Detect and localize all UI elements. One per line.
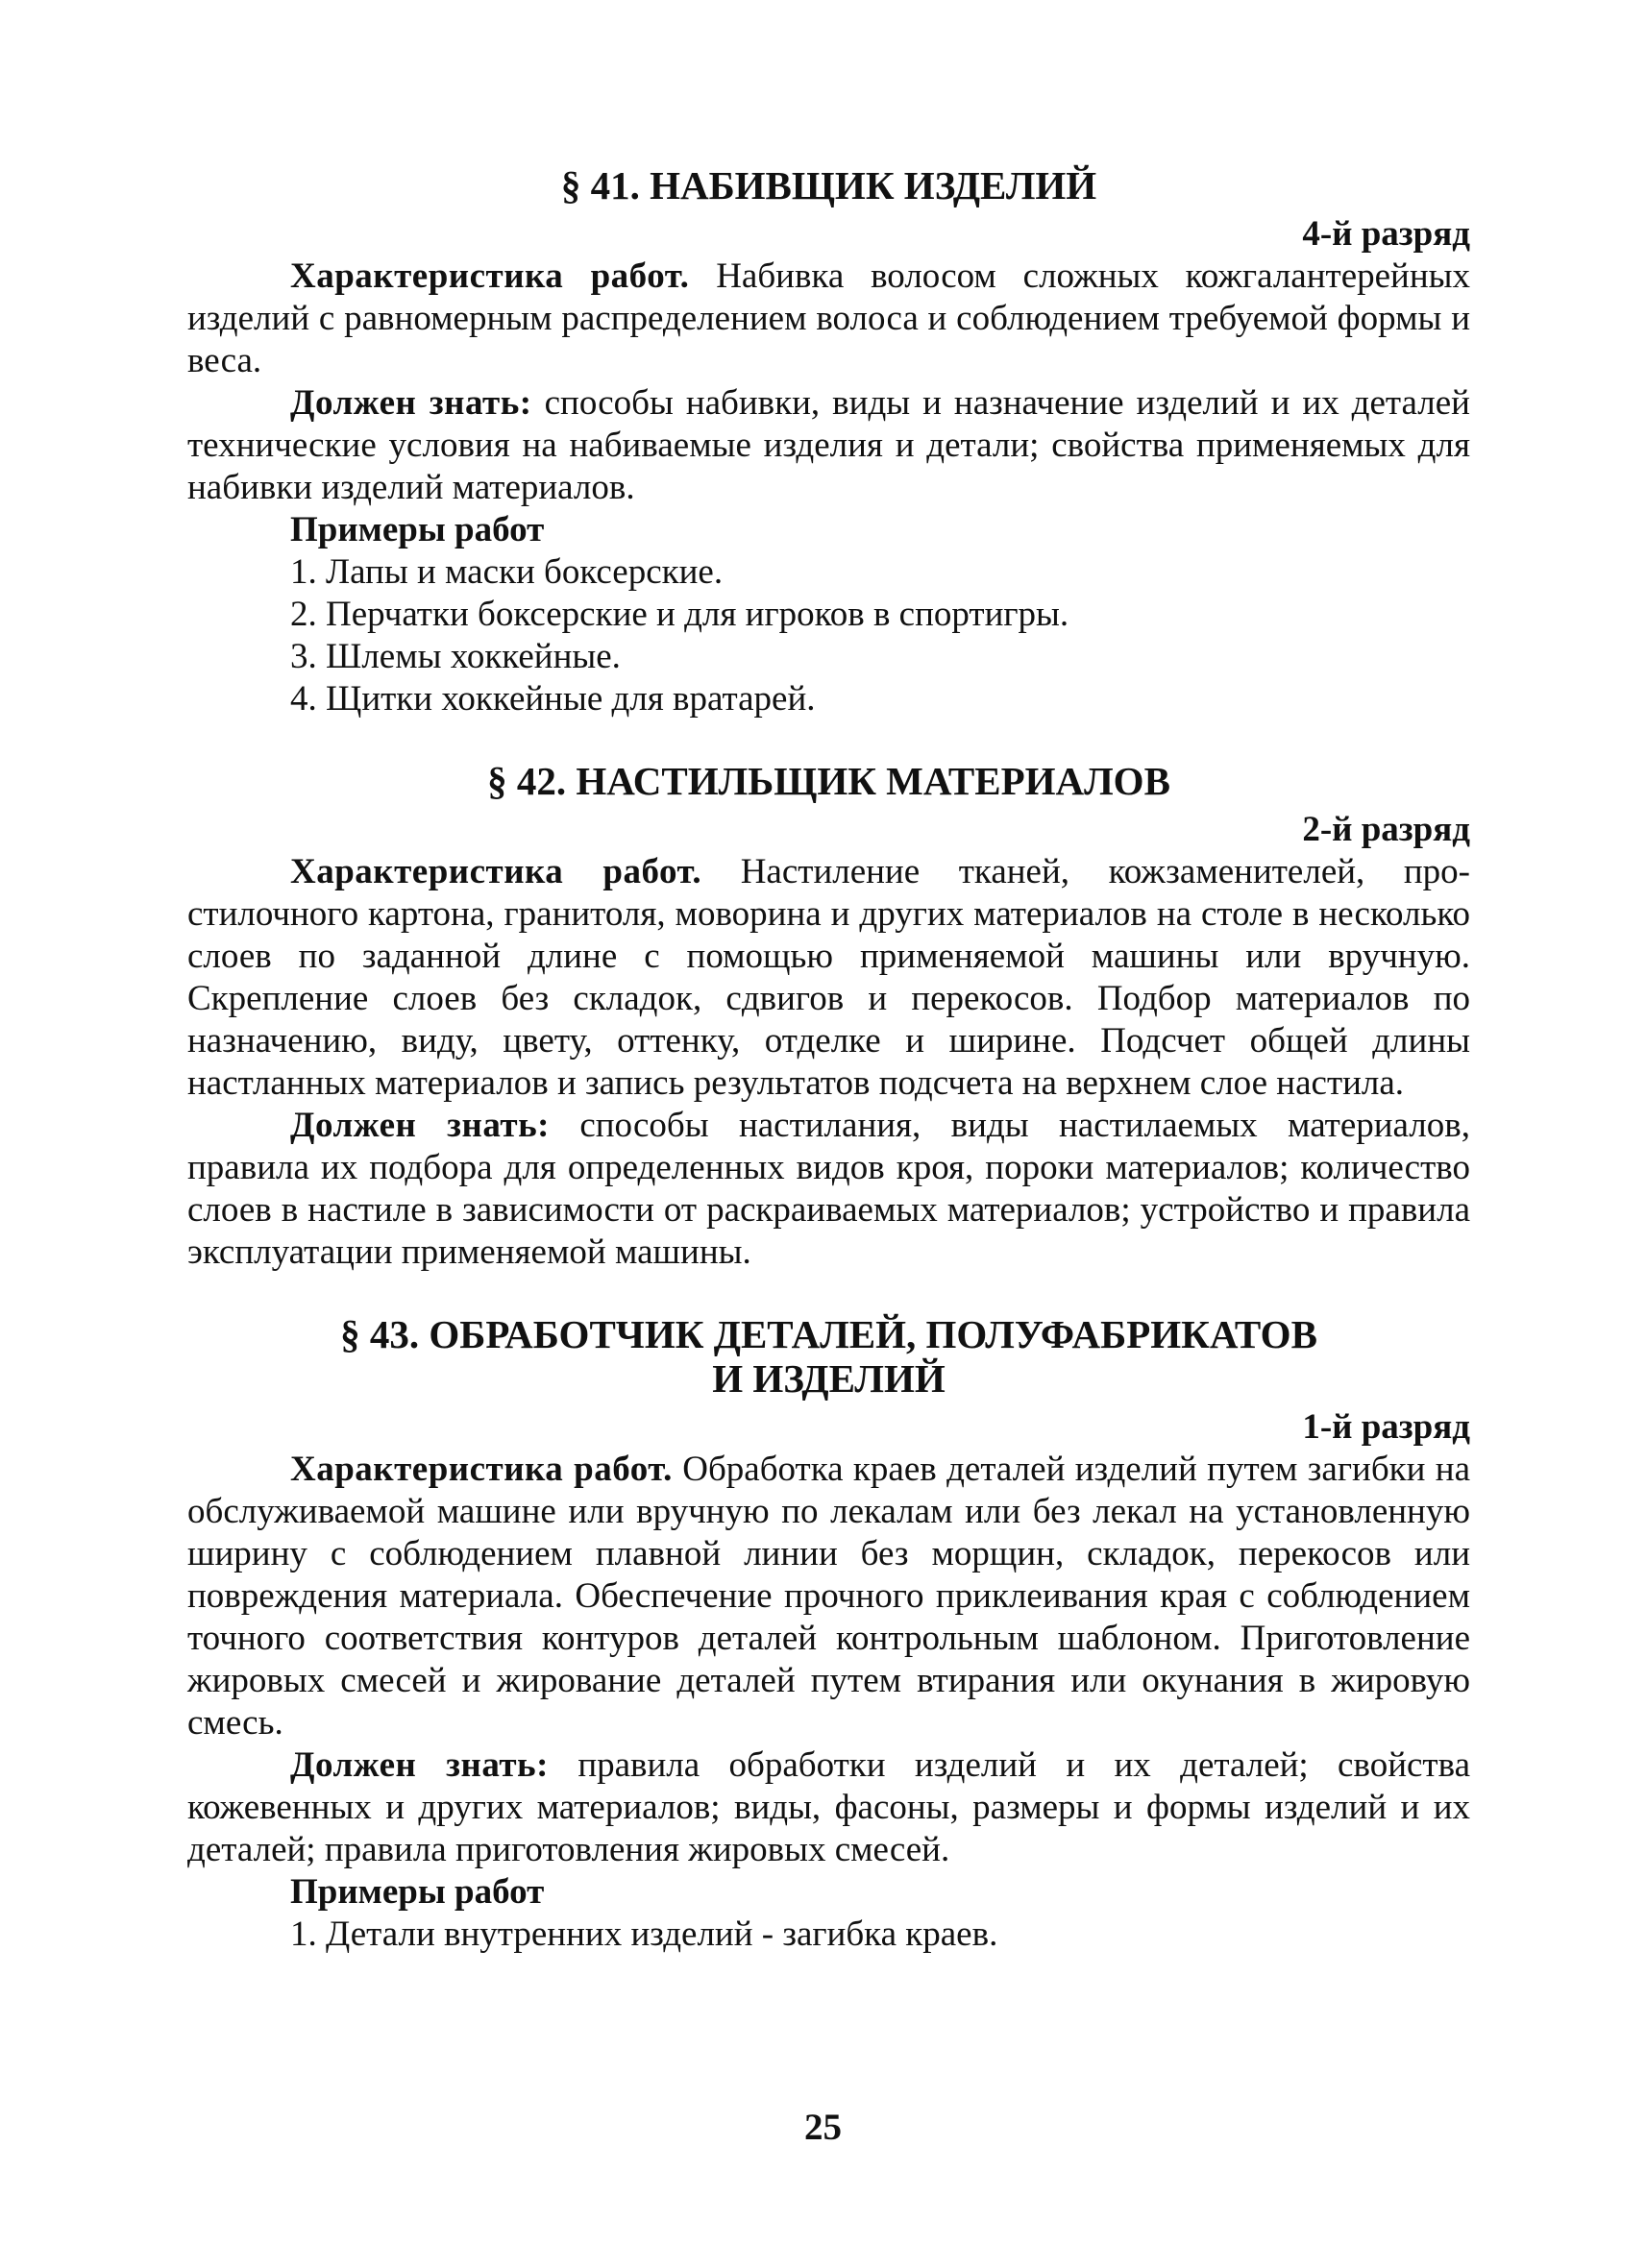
knowledge-paragraph [187, 1744, 1470, 1871]
knowledge-paragraph [187, 382, 1470, 509]
section-heading-line1: § 43. ОБРАБОТЧИК ДЕТАЛЕЙ, ПОЛУФАБРИКАТОВ [340, 1312, 1317, 1356]
knowledge-label: Должен знать: [290, 1106, 550, 1145]
characteristic-label: Характеристика работ. [290, 852, 702, 891]
characteristic-paragraph [187, 1449, 1470, 1744]
section-41 [187, 163, 1470, 720]
characteristic-text: Настиление тканей, кожзаменителей, простилочного картона, гранитоля, моворина и других материалов на столе в несколько слоев по заданной длине с помощью применяемой машины или вручную. Скрепление слоев без складок, сдвигов и перекосов. Подбор материалов по назначению, виду, цвету, оттенку, отделке и ширине. Подсчет общей длины настланных материалов и запись результатов подсчета на верхнем слое настила. [187, 852, 1470, 1103]
document-page [187, 163, 1470, 1956]
list-item: 1. Лапы и маски боксерские. [290, 552, 724, 592]
grade-label: 4-й разряд [1302, 214, 1470, 254]
knowledge-text: способы настилания, виды настилаемых материалов, правила их подбора для определенных видов кроя, пороки материалов; количество слоев в настиле в зависимости от раскраиваемых материалов; устройство и правила эксплуатации применяемой машины. [187, 1106, 1470, 1272]
knowledge-label: Должен знать: [290, 383, 532, 423]
section-heading: § 41. НАБИВЩИК ИЗДЕЛИЙ [560, 163, 1097, 207]
knowledge-paragraph [187, 1105, 1470, 1274]
list-item: 4. Щитки хоккейные для вратарей. [290, 679, 816, 719]
characteristic-paragraph [187, 851, 1470, 1105]
section-heading-line2: И ИЗДЕЛИЙ [712, 1356, 946, 1401]
characteristic-text: Обработка краев деталей изделий путем загибки на обслуживаемой машине или вручную по лекалам или без лекал на установленную ширину с соблюдением плавной линии без морщин, складок, перекосов или повреждения материала. Обеспечение прочного приклеивания края с соблюдением точного соответствия контуров деталей контрольным шаблоном. Приготовление жировых смесей и жирование деталей путем втирания или окунания в жировую смесь. [187, 1450, 1470, 1743]
characteristic-label: Характеристика работ. [290, 1450, 673, 1489]
grade-label: 2-й разряд [1302, 810, 1470, 849]
characteristic-label: Характеристика работ. [290, 256, 690, 296]
section-43 [187, 1312, 1470, 1956]
examples-list [187, 551, 1470, 720]
knowledge-label: Должен знать: [290, 1745, 549, 1785]
characteristic-text: Набивка волосом сложных кожгалантерейных изделий с равномерным распределением волоса и соблюдением требуемой формы и веса. [187, 256, 1471, 380]
grade-label: 1-й разряд [1302, 1407, 1470, 1447]
knowledge-text: правила обработки изделий и их деталей; свойства кожевенных и других материалов; виды, фасоны, размеры и формы изделий и их деталей; правила приготовления жировых смесей. [187, 1745, 1470, 1869]
examples-title: Примеры работ [290, 510, 545, 549]
examples-title: Примеры работ [290, 1872, 545, 1912]
list-item: 2. Перчатки боксерские и для игроков в спортигры. [290, 595, 1069, 634]
list-item: 1. Детали внутренних изделий - загибка краев. [290, 1914, 998, 1954]
section-42 [187, 759, 1470, 1274]
section-heading [187, 1312, 1470, 1401]
examples-list [187, 1914, 1470, 1956]
knowledge-text: способы набивки, виды и назначение изделий и их деталей технические условия на набиваемые изделия и детали; свойства применяемых для набивки изделий материалов. [187, 383, 1470, 507]
characteristic-paragraph [187, 256, 1470, 382]
list-item: 3. Шлемы хоккейные. [290, 637, 621, 676]
section-heading: § 42. НАСТИЛЬЩИК МАТЕРИАЛОВ [487, 759, 1170, 803]
page-number: 25 [804, 2107, 842, 2148]
